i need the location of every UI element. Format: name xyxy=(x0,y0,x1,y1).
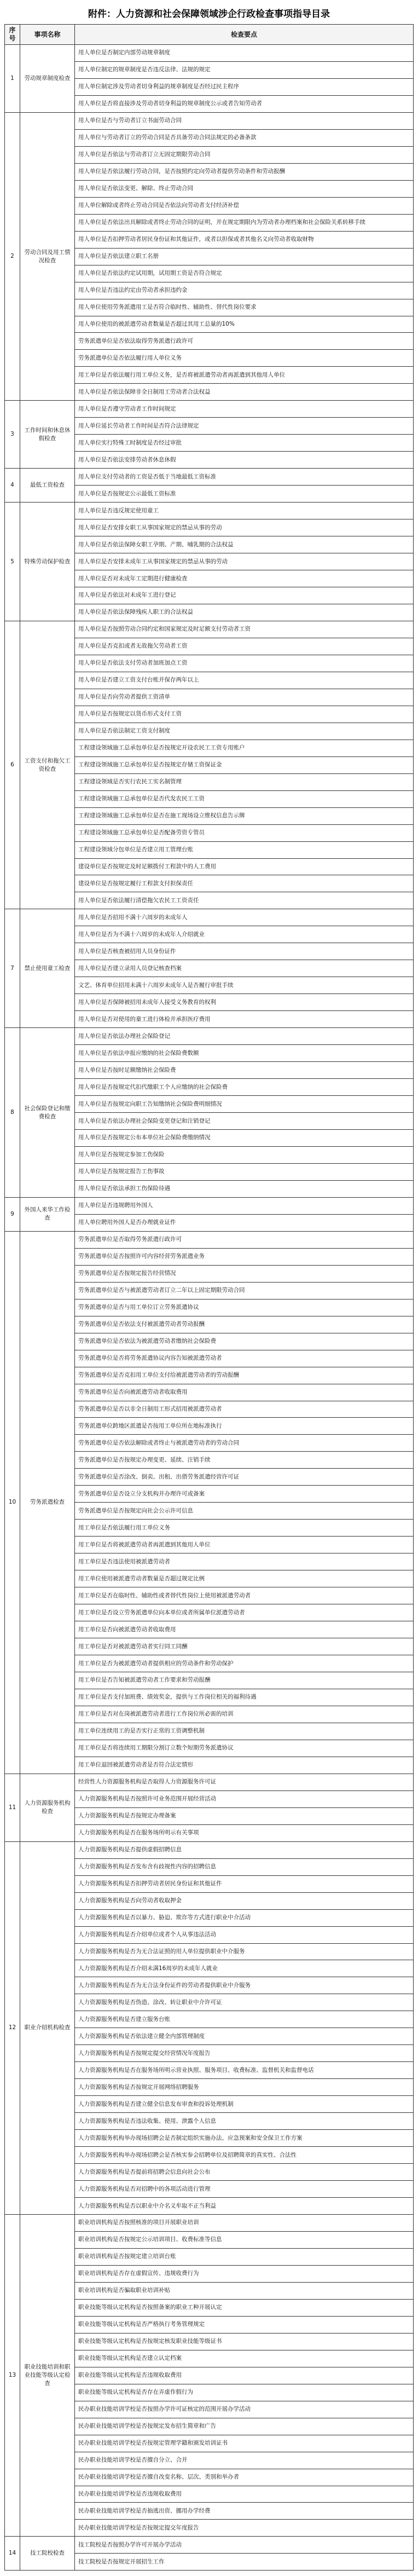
check-point: 用人单位是否将直接涉及劳动者切身利益的规章制度公示或者告知劳动者 xyxy=(75,95,414,112)
item-name: 特殊劳动保护检查 xyxy=(20,503,75,621)
check-point: 用人单位是否遵守劳动者工作时间规定 xyxy=(75,401,414,418)
check-point: 建设单位是否按规定及时足额拨付工程款中的人工费用 xyxy=(75,858,414,875)
check-point: 民办职业技能培训学校是否擅自改变名称、层次、类别和举办者 xyxy=(75,2469,414,2486)
check-point: 用人单位是否依法保障残疾人职工的合法权益 xyxy=(75,604,414,621)
check-point: 人力资源服务机构是否伪造、涂改、转让职业中介许可证 xyxy=(75,1994,414,2011)
check-point: 劳务派遣单位是否以非全日制用工形式招用被派遣劳动者 xyxy=(75,1401,414,1418)
check-point: 劳务派遣单位是否将劳务派遣协议内容告知被派遣劳动者 xyxy=(75,1350,414,1367)
check-point: 用人单位是否为不满十六周岁的未成年人介绍就业 xyxy=(75,926,414,943)
check-point: 职业培训机构是否按规定建立培训台账 xyxy=(75,2248,414,2265)
check-point: 用工单位是否将被派遣劳动者再派遣到其他用人单位 xyxy=(75,1537,414,1553)
check-point: 用人单位是否招用不满十六周岁的未成年人 xyxy=(75,909,414,926)
table-row xyxy=(5,1774,414,1791)
check-point: 用人单位是否依法制定工资支付制度 xyxy=(75,723,414,740)
check-point: 用人单位是否依法与劳动者订立无固定期限劳动合同 xyxy=(75,146,414,163)
check-point: 用人单位是否依法履行劳动合同，是否按照约定向劳动者提供劳动条件和劳动报酬 xyxy=(75,163,414,180)
check-point: 技工院校是否按照办学许可开展办学活动 xyxy=(75,2537,414,2554)
inspection-catalog-table xyxy=(4,24,414,2571)
table-row xyxy=(5,401,414,418)
check-point: 人力资源服务机构是否介绍未满16周岁的未成年人就业 xyxy=(75,1960,414,1977)
check-point: 用人单位是否按规定参加工伤保险 xyxy=(75,1146,414,1163)
check-point: 用人单位是否对未成年工定期进行健康检查 xyxy=(75,570,414,587)
check-point: 工程建设领域施工总承包单位是否按规定存储工资保证金 xyxy=(75,756,414,773)
item-name: 劳动规章制度检查 xyxy=(20,45,75,113)
item-seq: 6 xyxy=(5,621,20,909)
check-point: 用人单位是否依法变更、解除、终止劳动合同 xyxy=(75,180,414,197)
item-seq: 8 xyxy=(5,1028,20,1198)
check-point: 职业技能等级认定机构是否违规收取费用 xyxy=(75,2367,414,2384)
check-point: 劳务派遣单位是否设立分支机构并办理许可或备案 xyxy=(75,1486,414,1503)
check-point: 用人单位是否按规定向职工告知缴纳社会保险费明细情况 xyxy=(75,1096,414,1113)
check-point: 工程建设领域施工总承包单位是否在施工现场设立维权信息告示牌 xyxy=(75,807,414,824)
check-point: 用人单位是否依法支付劳动者加班加点工资 xyxy=(75,655,414,672)
check-point: 用工单位是否告知被派遣劳动者工作要求和劳动报酬 xyxy=(75,1672,414,1689)
check-point: 民办职业技能培训学校是否抽逃出资、挪用办学经费 xyxy=(75,2503,414,2520)
item-seq: 10 xyxy=(5,1231,20,1774)
check-point: 劳务派遣单位是否按规定报告经营情况 xyxy=(75,1265,414,1282)
item-name: 工资支付和拖欠工资检查 xyxy=(20,621,75,909)
check-point: 人力资源服务机构是否建立健全信息发布审查和投诉处理机制 xyxy=(75,2096,414,2113)
check-point: 人力资源服务机构是否以暴力、胁迫、欺诈等方式进行职业中介活动 xyxy=(75,1909,414,1926)
check-point: 劳务派遣单位是否按规定向社会公示许可信息 xyxy=(75,1503,414,1520)
check-point: 用人单位延长劳动者工作时间是否符合法律规定 xyxy=(75,418,414,435)
check-point: 劳务派遣单位是否依法解除或者终止与被派遣劳动者的劳动合同 xyxy=(75,1435,414,1452)
item-name: 技工院校检查 xyxy=(20,2537,75,2571)
item-seq: 11 xyxy=(5,1774,20,1841)
check-point: 人力资源服务机构举办现场招聘会是否核实参会招聘单位及招聘简章的真实性、合法性 xyxy=(75,2147,414,2164)
check-point: 用工单位是否依法履行用工单位义务 xyxy=(75,1520,414,1537)
check-point: 人力资源服务机构是否按照许可业务范围开展经营活动 xyxy=(75,1791,414,1807)
item-seq: 1 xyxy=(5,45,20,113)
check-point: 人力资源服务机构是否在服务场所明示有关事项 xyxy=(75,1824,414,1841)
check-point: 工程建设领域施工总承包单位是否代发农民工工资 xyxy=(75,790,414,807)
item-name: 禁止使用童工检查 xyxy=(20,909,75,1028)
table-row xyxy=(5,1028,414,1045)
check-point: 用工单位是否违法使用被派遣劳动者 xyxy=(75,1553,414,1570)
check-point: 用人单位是否扣押劳动者居民身份证和其他证件，或者以担保或者其他名义向劳动者收取财物 xyxy=(75,231,414,248)
check-point: 用人单位是否制定内部劳动规章制度 xyxy=(75,45,414,62)
check-point: 用工单位是否向被派遣劳动者收取费用 xyxy=(75,1621,414,1638)
check-point: 用人单位解除或者终止劳动合同是否依法向劳动者支付经济补偿 xyxy=(75,197,414,214)
check-point: 民办职业技能培训学校是否按规定管理学籍和颁发培训证书 xyxy=(75,2435,414,2452)
check-point: 用人单位是否依法申报应缴纳的社会保险费数额 xyxy=(75,1045,414,1062)
check-point: 用工单位是否在临时性、辅助性或者替代性岗位上使用被派遣劳动者 xyxy=(75,1587,414,1604)
check-point: 用人单位是否建立录用人员登记核查档案 xyxy=(75,960,414,977)
check-point: 用人单位是否违规聘用外国人 xyxy=(75,1197,414,1214)
check-point: 用人单位是否按规定代扣代缴职工个人应缴纳的社会保险费 xyxy=(75,1079,414,1096)
check-point: 职业培训机构是否存在虚假宣传、违规收费行为 xyxy=(75,2265,414,2282)
check-point: 职业培训机构是否按照核准的项目开展职业培训 xyxy=(75,2215,414,2232)
check-point: 工程建设领域分包单位是否建立用工管理台账 xyxy=(75,841,414,858)
check-point: 用人单位是否依法约定试用期，试用期工资是否符合规定 xyxy=(75,265,414,282)
check-point: 用人单位是否向劳动者提供工资清单 xyxy=(75,689,414,706)
check-point: 用工单位是否支付加班费、绩效奖金，提供与工作岗位相关的福利待遇 xyxy=(75,1689,414,1706)
check-point: 民办职业技能培训学校是否按规定发布招生简章和广告 xyxy=(75,2418,414,2435)
check-point: 用人单位是否核查被招用人员身份证件 xyxy=(75,943,414,960)
header-item-name: 事项名称 xyxy=(20,25,75,45)
check-point: 技工院校是否按规定开展招生工作 xyxy=(75,2554,414,2571)
item-name: 人力资源服务机构检查 xyxy=(20,1774,75,1841)
check-point: 人力资源服务机构是否为无合法身份证件的劳动者提供职业中介服务 xyxy=(75,1977,414,1994)
check-point: 劳务派遣单位是否与用工单位订立劳务派遣协议 xyxy=(75,1299,414,1316)
check-point: 职业技能等级认定机构是否严格执行考务管理规定 xyxy=(75,2316,414,2333)
table-row xyxy=(5,503,414,519)
item-name: 外国人来华工作检查 xyxy=(20,1197,75,1231)
check-point: 劳务派遣单位是否依法履行用人单位义务 xyxy=(75,350,414,367)
check-point: 用工单位是否为被派遣劳动者提供相应的劳动条件和劳动保护 xyxy=(75,1655,414,1672)
item-seq: 9 xyxy=(5,1197,20,1231)
check-point: 文艺、体育单位招用未满十六周岁未成年人是否履行审批手续 xyxy=(75,977,414,994)
check-point: 用工单位使用被派遣劳动者数量是否超过规定比例 xyxy=(75,1570,414,1587)
item-seq: 2 xyxy=(5,112,20,400)
check-point: 人力资源服务机构是否为无合法证照的用人单位提供职业中介服务 xyxy=(75,1943,414,1960)
check-point: 用人单位是否按规定公布本单位社会保险费缴纳情况 xyxy=(75,1130,414,1147)
check-point: 用工单位是否设立劳务派遣单位向本单位或者所属单位派遣劳动者 xyxy=(75,1604,414,1621)
check-point: 用人单位是否违反规定使用童工 xyxy=(75,503,414,519)
check-point: 用人单位是否依法出具解除或者终止劳动合同的证明，并在规定期限内为劳动者办理档案和社会保险关系转移手续 xyxy=(75,214,414,231)
table-row xyxy=(5,469,414,486)
check-point: 经营性人力资源服务机构是否取得人力资源服务许可证 xyxy=(75,1774,414,1791)
check-point: 人力资源服务机构是否按规定开展网络招聘服务 xyxy=(75,2079,414,2096)
check-point: 用人单位是否依法履行清偿拖欠农民工工资责任 xyxy=(75,892,414,909)
check-point: 劳务派遣单位是否依法为被派遣劳动者缴纳社会保险费 xyxy=(75,1333,414,1350)
check-point: 用人单位是否依法保障女职工孕期、产期、哺乳期的合法权益 xyxy=(75,536,414,553)
check-point: 建设单位是否按规定履行工程款支付担保责任 xyxy=(75,875,414,892)
check-point: 用人单位是否按照劳动合同约定和国家规定及时足额支付劳动者工资 xyxy=(75,621,414,638)
check-point: 用人单位是否按规定以货币形式支付工资 xyxy=(75,706,414,723)
item-name: 职业介绍机构检查 xyxy=(20,1841,75,2214)
check-point: 职业培训机构是否按规定公示培训项目、收费标准等信息 xyxy=(75,2231,414,2248)
check-point: 用人单位与劳动者订立的劳动合同是否具备劳动合同法规定的必备条款 xyxy=(75,129,414,146)
table-header-row xyxy=(5,25,414,45)
item-seq: 14 xyxy=(5,2537,20,2571)
table-row xyxy=(5,112,414,129)
check-point: 职业技能等级认定机构是否建立认定档案 xyxy=(75,2350,414,2367)
table-row xyxy=(5,45,414,62)
check-point: 用工单位是否依法履行用工单位义务，是否将被派遣劳动者再派遣到其他用人单位 xyxy=(75,367,414,384)
check-point: 用人单位实行特殊工时制度是否经过审批 xyxy=(75,435,414,452)
item-seq: 4 xyxy=(5,469,20,503)
check-point: 用人单位是否依法办理社会保险登记 xyxy=(75,1028,414,1045)
check-point: 民办职业技能培训学校是否违规收取费用 xyxy=(75,2486,414,2503)
check-point: 用人单位是否违法约定由劳动者承担违约金 xyxy=(75,282,414,299)
check-point: 劳务派遣单位是否依法支付被派遣劳动者劳动报酬 xyxy=(75,1316,414,1333)
check-point: 用工单位是否对在岗被派遣劳动者进行工作岗位所必需的培训 xyxy=(75,1706,414,1723)
check-point: 用人单位是否依法建立职工名册 xyxy=(75,248,414,265)
check-point: 职业技能等级认定机构是否按规定核发职业技能等级证书 xyxy=(75,2333,414,2350)
check-point: 用人单位是否按规定报告工伤事故 xyxy=(75,1163,414,1180)
check-point: 劳务派遣单位是否取得劳务派遣行政许可 xyxy=(75,1231,414,1248)
item-name: 劳务派遣检查 xyxy=(20,1231,75,1774)
check-point: 用人单位是否依法办理社会保险变更登记和注销登记 xyxy=(75,1113,414,1130)
item-seq: 7 xyxy=(5,909,20,1028)
item-seq: 13 xyxy=(5,2215,20,2537)
check-point: 用人单位是否与劳动者订立书面劳动合同 xyxy=(75,112,414,129)
check-point: 民办职业技能培训学校是否按规定提交年度报告 xyxy=(75,2520,414,2537)
item-seq: 3 xyxy=(5,401,20,469)
check-point: 人力资源服务机构举办现场招聘会是否制定组织实施办法、应急预案和安全保卫工作方案 xyxy=(75,2130,414,2147)
check-point: 工程建设领域施工总承包单位是否按规定开设农民工工资专用账户 xyxy=(75,740,414,756)
check-point: 用工单位退回被派遣劳动者是否符合法定情形 xyxy=(75,1757,414,1774)
check-point: 工程建设领域施工总承包单位是否配备劳资专管员 xyxy=(75,824,414,841)
item-name: 职业技能培训和职业技能等级认定检查 xyxy=(20,2215,75,2537)
check-point: 用人单位是否依法保障非全日制用工劳动者合法权益 xyxy=(75,384,414,401)
check-point: 职业技能等级认定机构是否按照备案的职业工种开展认定 xyxy=(75,2299,414,2316)
check-point: 人力资源服务机构是否依法建立健全内部管理制度 xyxy=(75,2028,414,2045)
check-point: 人力资源服务机构是否违法收集、使用、泄露个人信息 xyxy=(75,2113,414,2130)
item-name: 最低工资检查 xyxy=(20,469,75,503)
table-row xyxy=(5,1231,414,1248)
check-point: 人力资源服务机构是否按规定提交经营情况年度报告 xyxy=(75,2045,414,2062)
check-point: 劳务派遣单位跨地区派遣是否按用工单位所在地标准执行 xyxy=(75,1418,414,1435)
check-point: 劳务派遣单位是否向被派遣劳动者收取费用 xyxy=(75,1384,414,1401)
check-point: 劳务派遣单位是否涂改、倒卖、出租、出借劳务派遣经营许可证 xyxy=(75,1469,414,1486)
check-point: 人力资源服务机构是否按规定办理备案 xyxy=(75,1807,414,1824)
check-point: 用工单位是否将连续用工期限分割订立数个短期劳务派遣协议 xyxy=(75,1740,414,1757)
check-point: 人力资源服务机构是否在服务场所明示营业执照、服务项目、收费标准、监督机关和监督电话 xyxy=(75,2062,414,2079)
check-point: 劳务派遣单位是否按照许可内容经营劳务派遣业务 xyxy=(75,1248,414,1265)
item-name: 劳动合同及用工情况检查 xyxy=(20,112,75,400)
check-point: 劳务派遣单位是否依法取得劳务派遣行政许可 xyxy=(75,333,414,350)
check-point: 人力资源服务机构是否提前将招聘会信息向社会公布 xyxy=(75,2164,414,2181)
check-point: 人力资源服务机构是否以职业中介名义牟取不正当利益 xyxy=(75,2198,414,2215)
check-point: 用人单位使用劳务派遣用工是否符合临时性、辅助性、替代性岗位要求 xyxy=(75,299,414,316)
check-point: 用人单位是否按规定公示最低工资标准 xyxy=(75,486,414,503)
check-point: 用人单位制定的规章制度是否违反法律、法规的规定 xyxy=(75,61,414,78)
check-point: 用人单位是否对使用的童工进行体检并承担医疗费用 xyxy=(75,1011,414,1028)
header-check-points: 检查要点 xyxy=(75,25,414,45)
check-point: 用人单位是否依法安排劳动者休息休假 xyxy=(75,452,414,469)
check-point: 用人单位支付劳动者的工资是否低于当地最低工资标准 xyxy=(75,469,414,486)
check-point: 用人单位是否安排女职工从事国家规定的禁忌从事的劳动 xyxy=(75,519,414,536)
check-point: 用人单位制定涉及劳动者切身利益的规章制度是否经过民主程序 xyxy=(75,78,414,95)
check-point: 用人单位是否克扣或者无故拖欠劳动者工资 xyxy=(75,638,414,655)
check-point: 人力资源服务机构是否扣押劳动者居民身份证和其他证件 xyxy=(75,1875,414,1892)
check-point: 用人单位使用的被派遣劳动者数量是否超过其用工总量的10% xyxy=(75,316,414,333)
table-row xyxy=(5,1197,414,1214)
check-point: 职业技能等级认定机构是否存在弄虚作假行为 xyxy=(75,2384,414,2401)
check-point: 用工单位是否对被派遣劳动者实行同工同酬 xyxy=(75,1638,414,1655)
header-seq: 序号 xyxy=(5,25,20,45)
check-point: 人力资源服务机构是否建立服务台账 xyxy=(75,2011,414,2028)
check-point: 用人单位是否安排未成年工从事国家规定的禁忌从事的劳动 xyxy=(75,553,414,570)
table-row xyxy=(5,621,414,638)
check-point: 用人单位是否按时足额缴纳社会保险费 xyxy=(75,1062,414,1079)
check-point: 劳务派遣单位是否按规定办理变更、延续、注销手续 xyxy=(75,1452,414,1469)
item-name: 社会保险登记和缴费检查 xyxy=(20,1028,75,1198)
item-seq: 5 xyxy=(5,503,20,621)
item-name: 工作时间和休息休假检查 xyxy=(20,401,75,469)
check-point: 民办职业技能培训学校是否按照办学许可证核定的范围开展办学活动 xyxy=(75,2401,414,2418)
check-point: 人力资源服务机构是否提供虚假招聘信息 xyxy=(75,1841,414,1858)
check-point: 劳务派遣单位是否克扣用工单位支付给被派遣劳动者的劳动报酬 xyxy=(75,1367,414,1384)
check-point: 用人单位是否建立工资支付台账并保存两年以上 xyxy=(75,672,414,689)
table-row xyxy=(5,909,414,926)
table-row xyxy=(5,2537,414,2554)
check-point: 民办职业技能培训学校是否擅自分立、合并 xyxy=(75,2452,414,2469)
check-point: 工程建设领域是否实行农民工实名制管理 xyxy=(75,773,414,790)
check-point: 人力资源服务机构是否发布含有歧视性内容的招聘信息 xyxy=(75,1858,414,1875)
check-point: 用人单位是否保障被招用未成年人接受义务教育的权利 xyxy=(75,994,414,1011)
table-body xyxy=(5,45,414,2571)
check-point: 职业培训机构是否骗取职业培训补贴 xyxy=(75,2282,414,2299)
check-point: 用人单位是否依法对未成年工进行登记 xyxy=(75,587,414,604)
table-row xyxy=(5,1841,414,1858)
check-point: 人力资源服务机构是否对招聘中的各项活动进行管理 xyxy=(75,2181,414,2198)
check-point: 用人单位是否依法承担工伤保险待遇 xyxy=(75,1180,414,1197)
table-row xyxy=(5,2215,414,2232)
document-title: 附件：人力资源和社会保障领域涉企行政检查事项指导目录 xyxy=(88,9,330,20)
check-point: 人力资源服务机构是否介绍单位或者个人从事违法活动 xyxy=(75,1926,414,1943)
item-seq: 12 xyxy=(5,1841,20,2214)
check-point: 用工单位连续用工的是否实行正常的工资调整机制 xyxy=(75,1723,414,1740)
check-point: 用人单位聘用外国人是否办理就业证件 xyxy=(75,1214,414,1231)
check-point: 劳务派遣单位是否与被派遣劳动者订立二年以上固定期限劳动合同 xyxy=(75,1282,414,1299)
check-point: 人力资源服务机构是否向劳动者收取押金 xyxy=(75,1892,414,1909)
